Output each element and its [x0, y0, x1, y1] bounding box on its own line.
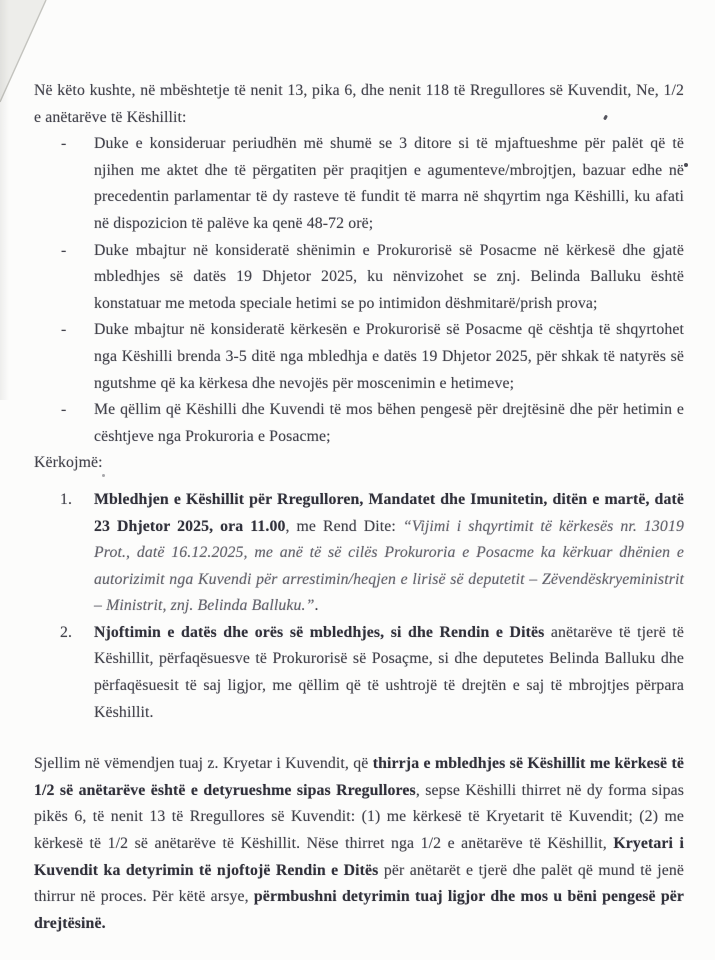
- item-number-marker: 2.: [60, 623, 73, 641]
- notification-text: anëtarëve të tjerë të Këshillit, përfaqësuesve të Prokurorisë së Posaçme, si dhe deputetes Belinda Balluku dhe përfaqësuesit të saj ligjor, me qëllim që të ushtrojë të drejtën e saj të mbrojtjes përpara Këshillit.: [94, 623, 684, 721]
- closing-bold-segment: thirrja e mbledhjes së Këshillit me kërkesë të 1/2 së anëtarëve është e detyrueshme sipas Rregullores: [34, 755, 684, 799]
- meeting-title-bold: Mbledhjen e Këshillit për Rregulloren, Mandatet dhe Imunitetin, ditën e martë, datë 23 Dhjetor 2025, ora 11.00: [94, 490, 684, 535]
- dash-bullet-item: [34, 317, 684, 397]
- dash-bullet-item: [34, 397, 684, 450]
- closing-bold-segment: Kryetari i Kuvendit ka detyrimin të njoftojë Rendin e Ditës: [34, 835, 684, 879]
- bullet-dash-marker: -: [61, 401, 67, 419]
- agenda-lead-text: , me Rend Dite:: [285, 517, 403, 535]
- bullet-dash-marker: -: [61, 241, 67, 259]
- bullet-dash-marker: -: [61, 135, 67, 153]
- closing-paragraph: [34, 751, 684, 937]
- dash-bullet-item: [34, 131, 684, 237]
- bullet-dash-marker: -: [61, 321, 67, 339]
- document-body: [34, 78, 684, 937]
- closing-text-segment: , sepse Këshilli thirret në dy forma sipas pikës 6, të nenit 13 të Rregullores së Kuvendit: (1) me kërkesë të Kryetarit të Kuvendit; (2) me kërkesë të 1/2 së anëtarëve të Këshillit. Nëse thirret nga 1/2 e anëtarëve të Këshillit,: [34, 781, 684, 853]
- numbered-item-meeting: [34, 487, 684, 620]
- demand-heading: Kërkojmë:: [34, 454, 103, 472]
- bullet-text: Duke mbajtur në konsideratë kërkesën e Prokurorisë së Posacme që cështja të shqyrtohet nga Këshilli brenda 3-5 ditë nga mbledhja e datës 19 Dhjetor 2025, për shkak të natyrës së ngutshme që ka kërkesa dhe nevojës për moscenimin e hetimeve;: [94, 321, 684, 392]
- numbered-item-notification: [34, 620, 684, 726]
- closing-text-segment: për anëtarët e tjerë dhe palët që mund të jenë thirrur në proces. Për këtë arsye,: [34, 861, 685, 906]
- bullet-text: Me qëllim që Këshilli dhe Kuvendi të mos bëhen pengesë për drejtësinë dhe për hetimin e cështjeve nga Prokuroria e Posacme;: [94, 401, 684, 445]
- item-number-marker: 1.: [60, 490, 73, 508]
- scan-speck: [684, 163, 688, 167]
- dash-bullet-item: [34, 238, 684, 318]
- agenda-tail-text: .: [314, 597, 319, 615]
- opening-paragraph: Në këto kushte, në mbështetje të nenit 13, pika 6, dhe nenit 118 të Rregullores së Kuvendit, Ne, 1/2 e anëtarëve të Këshillit:: [34, 82, 684, 126]
- closing-text-segment: Sjellim në vëmendjen tuaj z. Kryetar i Kuvendit, që: [34, 755, 373, 773]
- bullet-text: Duke mbajtur në konsideratë shënimin e Prokurorisë së Posacme në kërkesë dhe gjatë mbledhjes së datës 19 Dhjetor 2025, ku nënvizohet se znj. Belinda Balluku është konstatuar me metoda speciale hetimi se po intimidon dëshmitarë/prish prova;: [94, 241, 684, 312]
- numbered-demand-list: [34, 487, 684, 726]
- notification-bold: Njoftimin e datës dhe orës së mbledhjes, si dhe Rendin e Ditës: [94, 623, 545, 641]
- scan-edge-shading: [0, 0, 9, 400]
- agenda-quote: “Vijimi i shqyrtimit të kërkesës nr. 13019 Prot., datë 16.12.2025, me anë të së cilës Prokuroria e Posacme ka kërkuar dhënien e autorizimit nga Kuvendi për arrestimin/heqjen e lirisë së deputetit – Zëvendëskryeministrit – Ministrit, znj. Belinda Balluku.”: [94, 517, 684, 615]
- closing-bold-segment: përmbushni detyrimin tuaj ligjor dhe mos u bëni pengesë për drejtësinë.: [34, 888, 685, 932]
- dash-bullet-list: [34, 131, 684, 450]
- bullet-text: Duke e konsideruar periudhën më shumë se 3 ditore si të mjaftueshme për palët që të njihen me aktet dhe të përgatiten për praqitjen e agumenteve/mbrojtjen, bazuar edhe në precedentin parlamentar të dy rasteve të fundit të marra në shqyrtim nga Këshilli, ku afati në dispozicion të palëve ka qenë 48-72 orë;: [94, 135, 684, 232]
